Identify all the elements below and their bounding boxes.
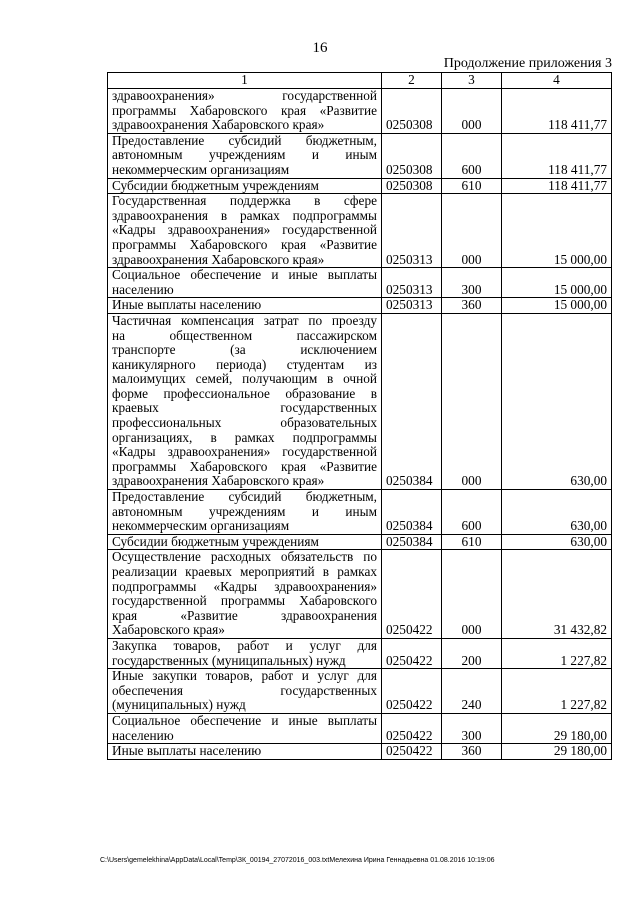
- description-line: форме профессиональное образование в: [112, 385, 377, 401]
- row-description: [108, 490, 382, 535]
- row-expense-type: 000: [442, 89, 502, 134]
- description-line: транспорте (за исключением: [112, 342, 377, 358]
- description-line: Осуществление расходных обязательств по: [112, 549, 377, 565]
- description-line: Социальное обеспечение и иные выплаты: [112, 712, 377, 728]
- description-line: подпрограммы «Кадры здравоохранения»: [112, 578, 377, 594]
- description-line: Иные выплаты населению: [112, 743, 262, 759]
- row-amount: 29 180,00: [502, 713, 612, 743]
- description-line: «Кадры здравоохранения» государственной: [112, 444, 377, 460]
- description-line: здравоохранения Хабаровского края»: [112, 473, 325, 489]
- description-line: программы Хабаровского края «Развитие: [112, 458, 377, 474]
- row-amount: 15 000,00: [502, 268, 612, 298]
- row-code: 0250422: [382, 669, 442, 714]
- row-expense-type: 240: [442, 669, 502, 714]
- row-code: 0250422: [382, 638, 442, 668]
- row-description: [108, 298, 382, 314]
- row-expense-type: 000: [442, 550, 502, 639]
- row-expense-type: 360: [442, 298, 502, 314]
- description-line: некоммерческим организациям: [112, 518, 290, 534]
- row-code: 0250313: [382, 194, 442, 268]
- row-amount: 1 227,82: [502, 638, 612, 668]
- description-line: программы Хабаровского края «Развитие: [112, 236, 377, 252]
- budget-table: [107, 72, 612, 760]
- table-row: [108, 713, 612, 743]
- description-line: здравоохранения» государственной: [112, 88, 377, 103]
- row-code: 0250384: [382, 313, 442, 489]
- description-line: реализации краевых мероприятий в рамках: [112, 564, 377, 579]
- table-row: [108, 550, 612, 639]
- table-row: [108, 669, 612, 714]
- row-amount: 118 411,77: [502, 178, 612, 194]
- row-expense-type: 200: [442, 638, 502, 668]
- description-line: населению: [112, 281, 174, 297]
- row-amount: 29 180,00: [502, 744, 612, 760]
- row-code: 0250422: [382, 713, 442, 743]
- footer-file-path: C:\Users\gemelekhina\AppData\Local\Temp\ЗК_00194_27072016_003.txtМелехина Ирина Геннадьевна 01.08.2016 10:19:06: [100, 857, 495, 864]
- description-line: автономным учреждениям и иным: [112, 503, 377, 519]
- row-amount: 630,00: [502, 534, 612, 550]
- description-line: автономным учреждениям и иным: [112, 147, 377, 163]
- description-line: «Кадры здравоохранения» государственной: [112, 222, 377, 238]
- row-amount: 15 000,00: [502, 298, 612, 314]
- row-description: [108, 133, 382, 178]
- description-line: Частичная компенсация затрат по проезду: [112, 312, 377, 328]
- description-line: Субсидии бюджетным учреждениям: [112, 177, 319, 193]
- table-row: [108, 534, 612, 550]
- row-description: [108, 268, 382, 298]
- row-code: 0250384: [382, 490, 442, 535]
- description-line: Государственная поддержка в сфере: [112, 193, 377, 209]
- description-line: обеспечения государственных: [112, 682, 377, 698]
- row-expense-type: 610: [442, 534, 502, 550]
- table-row: [108, 744, 612, 760]
- row-expense-type: 300: [442, 713, 502, 743]
- description-line: края «Развитие здравоохранения: [112, 607, 377, 623]
- description-line: здравоохранения Хабаровского края»: [112, 251, 325, 267]
- row-description: [108, 534, 382, 550]
- row-code: 0250308: [382, 89, 442, 134]
- column-header: 1: [108, 73, 382, 89]
- row-description: [108, 638, 382, 668]
- description-line: каникулярного периода) студентам из: [112, 356, 377, 372]
- description-line: профессиональных образовательных: [112, 415, 377, 431]
- row-code: 0250384: [382, 534, 442, 550]
- row-description: [108, 669, 382, 714]
- row-amount: 630,00: [502, 490, 612, 535]
- row-expense-type: 610: [442, 178, 502, 194]
- row-expense-type: 000: [442, 313, 502, 489]
- description-line: программы Хабаровского края «Развитие: [112, 102, 377, 118]
- row-description: [108, 550, 382, 639]
- description-line: населению: [112, 727, 174, 743]
- table-row: [108, 268, 612, 298]
- row-amount: 31 432,82: [502, 550, 612, 639]
- description-line: Хабаровского края»: [112, 622, 225, 638]
- description-line: здравоохранения Хабаровского края»: [112, 117, 325, 133]
- row-code: 0250308: [382, 133, 442, 178]
- row-code: 0250313: [382, 298, 442, 314]
- table-row: [108, 178, 612, 194]
- row-code: 0250308: [382, 178, 442, 194]
- table-row: [108, 298, 612, 314]
- column-header: 4: [502, 73, 612, 89]
- description-line: Закупка товаров, работ и услуг для: [112, 637, 377, 653]
- column-header: 3: [442, 73, 502, 89]
- row-description: [108, 194, 382, 268]
- description-line: Иные закупки товаров, работ и услуг для: [112, 668, 377, 684]
- row-description: [108, 313, 382, 489]
- row-code: 0250422: [382, 550, 442, 639]
- table-body: [108, 89, 612, 760]
- row-description: [108, 178, 382, 194]
- row-description: [108, 89, 382, 134]
- table-row: [108, 133, 612, 178]
- row-amount: 15 000,00: [502, 194, 612, 268]
- row-amount: 630,00: [502, 313, 612, 489]
- row-amount: 118 411,77: [502, 133, 612, 178]
- row-expense-type: 600: [442, 133, 502, 178]
- row-expense-type: 000: [442, 194, 502, 268]
- row-description: [108, 713, 382, 743]
- column-header: 2: [382, 73, 442, 89]
- description-line: на общественном пассажирском: [112, 327, 377, 343]
- continuation-label: Продолжение приложения 3: [443, 56, 612, 71]
- row-amount: 1 227,82: [502, 669, 612, 714]
- row-expense-type: 300: [442, 268, 502, 298]
- description-line: Социальное обеспечение и иные выплаты: [112, 267, 377, 283]
- row-expense-type: 360: [442, 744, 502, 760]
- description-line: малоимущих семей, получающим в очной: [112, 371, 377, 387]
- description-line: краевых государственных: [112, 400, 377, 416]
- table-row: [108, 313, 612, 489]
- description-line: некоммерческим организациям: [112, 161, 290, 177]
- table-row: [108, 490, 612, 535]
- description-line: организациях, в рамках подпрограммы: [112, 429, 377, 445]
- description-line: Предоставление субсидий бюджетным,: [112, 489, 377, 505]
- row-description: [108, 744, 382, 760]
- row-code: 0250313: [382, 268, 442, 298]
- table-row: [108, 194, 612, 268]
- page-number: 16: [312, 40, 328, 56]
- table-header-row: [108, 73, 612, 89]
- description-line: Иные выплаты населению: [112, 297, 262, 313]
- description-line: государственной программы Хабаровского: [112, 593, 377, 609]
- row-amount: 118 411,77: [502, 89, 612, 134]
- table-row: [108, 638, 612, 668]
- description-line: (муниципальных) нужд: [112, 697, 246, 713]
- description-line: государственных (муниципальных) нужд: [112, 652, 346, 668]
- table-row: [108, 89, 612, 134]
- row-expense-type: 600: [442, 490, 502, 535]
- description-line: Предоставление субсидий бюджетным,: [112, 132, 377, 148]
- row-code: 0250422: [382, 744, 442, 760]
- description-line: Субсидии бюджетным учреждениям: [112, 533, 319, 549]
- description-line: здравоохранения в рамках подпрограммы: [112, 207, 377, 223]
